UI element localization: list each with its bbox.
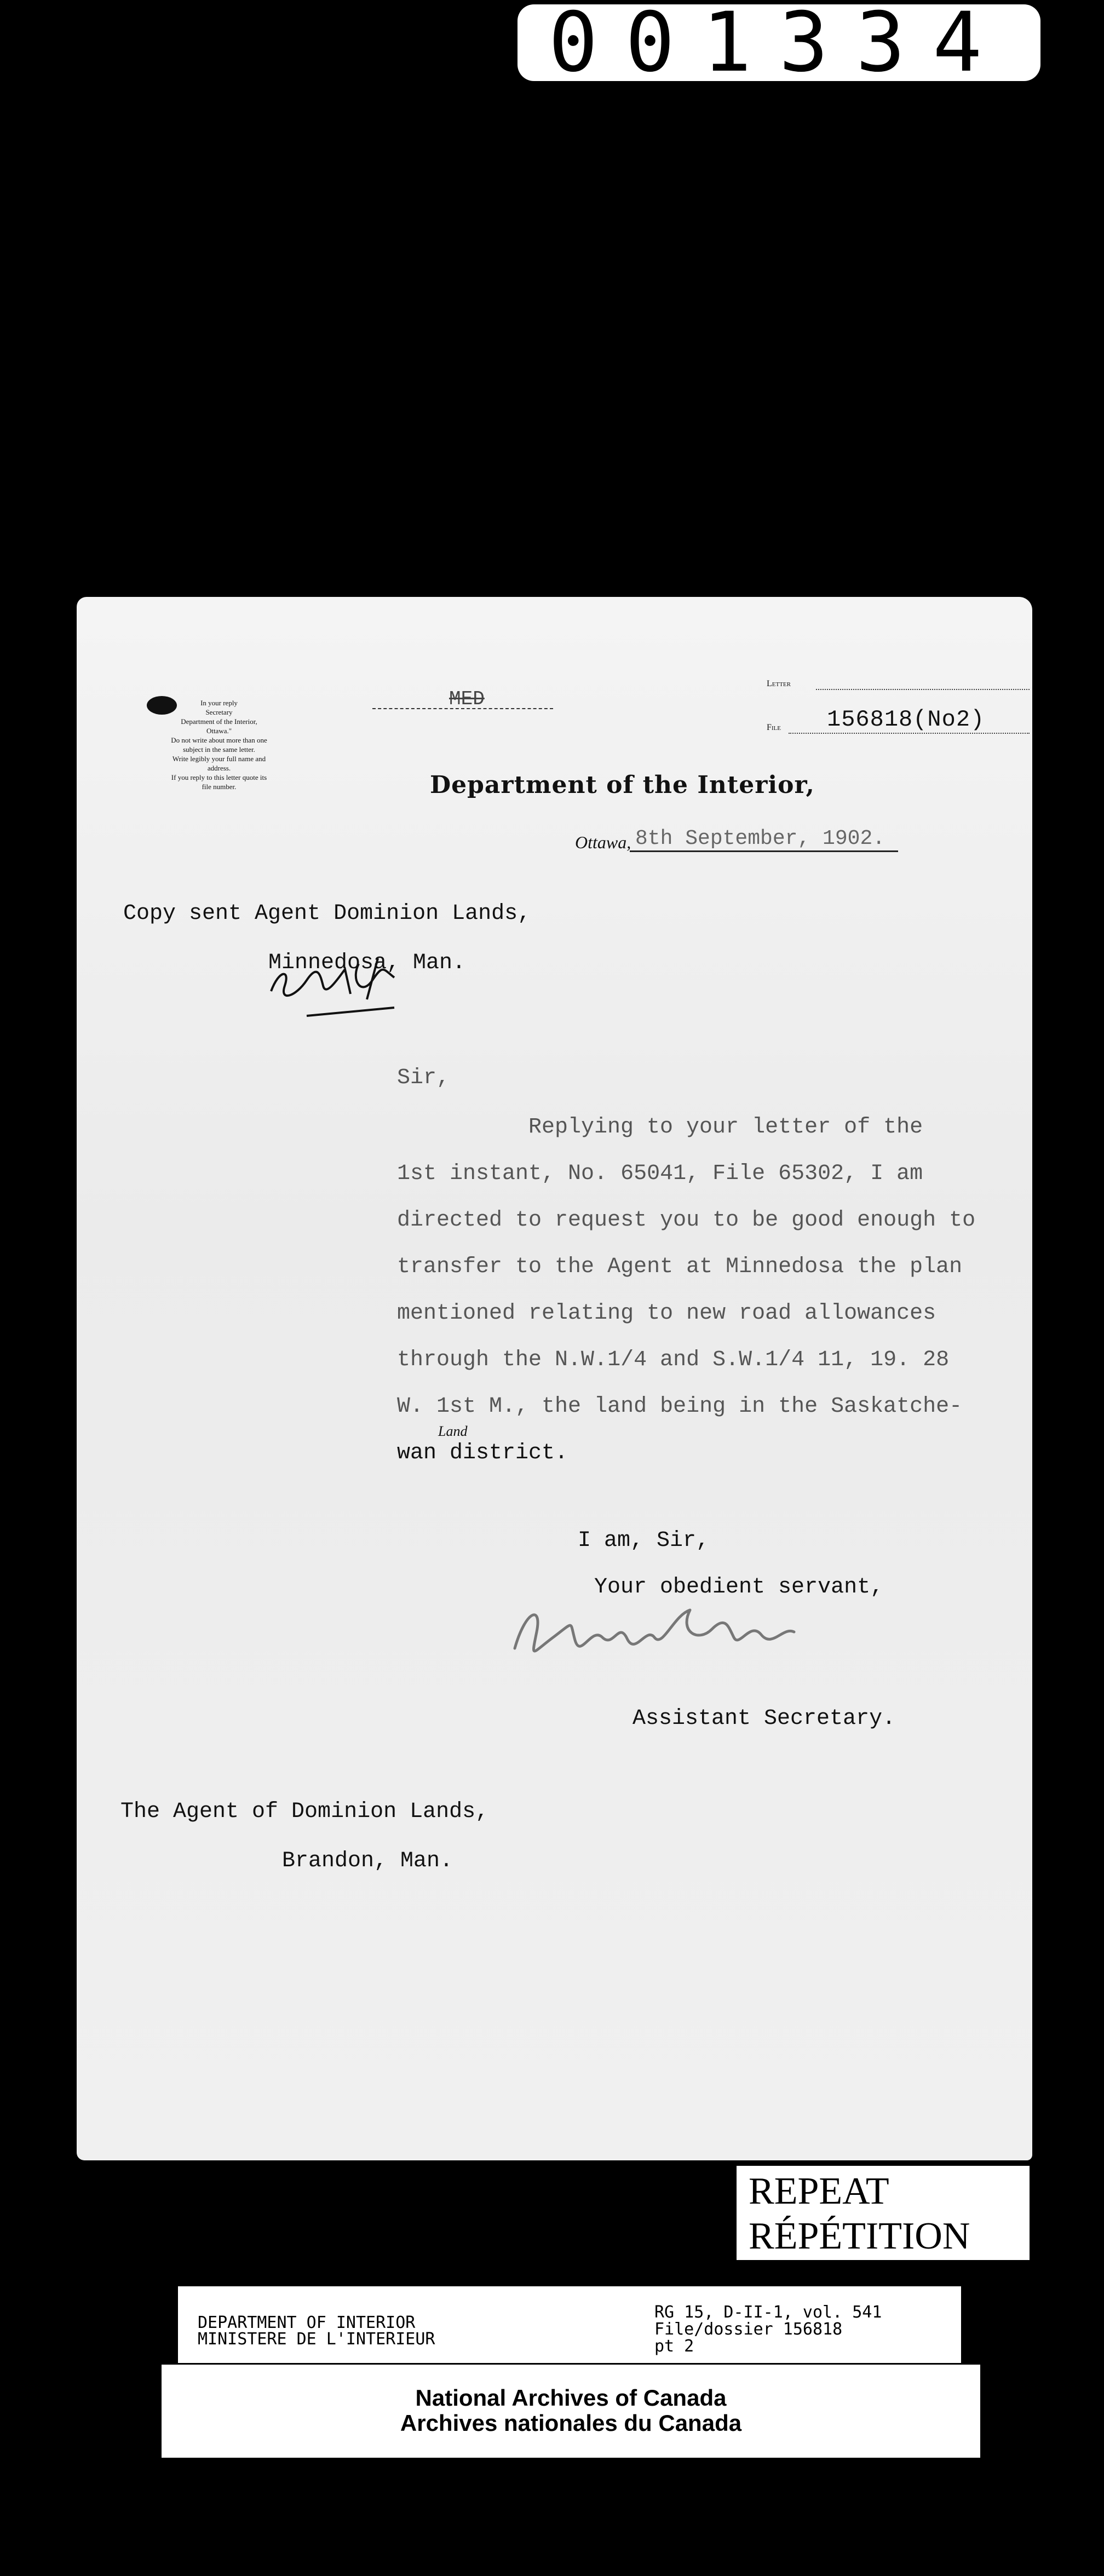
- instruction-line: Department of the Interior,: [181, 717, 257, 726]
- instruction-line: Ottawa.": [206, 727, 232, 735]
- file-number: 156818(No2): [827, 706, 985, 733]
- addressee-line1: The Agent of Dominion Lands,: [120, 1799, 489, 1824]
- letter-date: 8th September, 1902.: [630, 827, 898, 852]
- dept-fr: MINISTERE DE L'INTERIEUR: [198, 2330, 435, 2349]
- body-line: wan district.: [397, 1441, 568, 1465]
- frame-number: 001334: [518, 4, 1040, 81]
- handwritten-sent-mark: [268, 947, 411, 1030]
- archives-fr: Archives nationales du Canada: [400, 2410, 742, 2436]
- record-reference: [654, 2304, 882, 2355]
- addressee-line2: Brandon, Man.: [282, 1849, 453, 1873]
- repeat-stamp: [737, 2166, 1030, 2260]
- copy-note-line2: Minnedosa, Man.: [268, 951, 466, 975]
- instruction-line: file number.: [202, 783, 237, 791]
- closing-line2: Your obedient servant,: [594, 1575, 884, 1600]
- body-line: transfer to the Agent at Minnedosa the plan: [397, 1255, 963, 1279]
- dept-en: DEPARTMENT OF INTERIOR: [198, 2313, 416, 2332]
- ink-blot: [147, 696, 177, 715]
- salutation: Sir,: [397, 1066, 450, 1090]
- repeat-en: REPEAT: [749, 2170, 889, 2212]
- body-line: through the N.W.1/4 and S.W.1/4 11, 19. 28: [397, 1348, 950, 1372]
- copy-note-line1: Copy sent Agent Dominion Lands,: [123, 901, 531, 926]
- file-dossier: File/dossier 156818: [654, 2320, 843, 2339]
- department-heading: Department of the Interior,: [430, 771, 815, 799]
- archives-en: National Archives of Canada: [415, 2385, 727, 2411]
- reference-strip: [178, 2286, 961, 2363]
- interlinear-note: Land: [438, 1423, 468, 1439]
- file-line: [789, 733, 1030, 734]
- body-line: W. 1st M., the land being in the Saskatche-: [397, 1394, 963, 1419]
- body-line: Replying to your letter of the: [528, 1115, 923, 1140]
- signer-title: Assistant Secretary.: [633, 1706, 896, 1731]
- instruction-line: Do not write about more than one: [171, 736, 267, 744]
- repeat-fr: RÉPÉTITION: [749, 2215, 970, 2257]
- handwritten-signature: [509, 1599, 816, 1659]
- body-line: 1st instant, No. 65041, File 65302, I am: [397, 1162, 923, 1186]
- instruction-line: Write legibly your full name and: [172, 755, 266, 763]
- part-number: pt 2: [654, 2337, 694, 2356]
- closing-line1: I am, Sir,: [578, 1528, 710, 1553]
- letter-page: [77, 597, 1032, 2160]
- place-name: Ottawa,: [575, 832, 631, 852]
- letterhead-instructions: [137, 698, 301, 791]
- letter-label: Letter: [767, 679, 791, 688]
- department-reference: [198, 2315, 435, 2348]
- record-group: RG 15, D-II-1, vol. 541: [654, 2303, 882, 2322]
- file-label: File: [767, 723, 781, 732]
- letter-line: [816, 689, 1030, 690]
- body-line: directed to request you to be good enough to: [397, 1208, 976, 1233]
- instruction-line: In your reply: [200, 699, 238, 707]
- struck-prefix-line: [372, 688, 553, 710]
- body-line: mentioned relating to new road allowances: [397, 1301, 936, 1326]
- instruction-line: address.: [207, 764, 231, 772]
- instruction-line: If you reply to this letter quote its: [171, 773, 267, 781]
- archives-label: [162, 2365, 980, 2458]
- instruction-line: subject in the same letter.: [183, 745, 255, 754]
- struck-prefix: MED: [449, 688, 485, 710]
- instruction-line: Secretary: [205, 708, 233, 716]
